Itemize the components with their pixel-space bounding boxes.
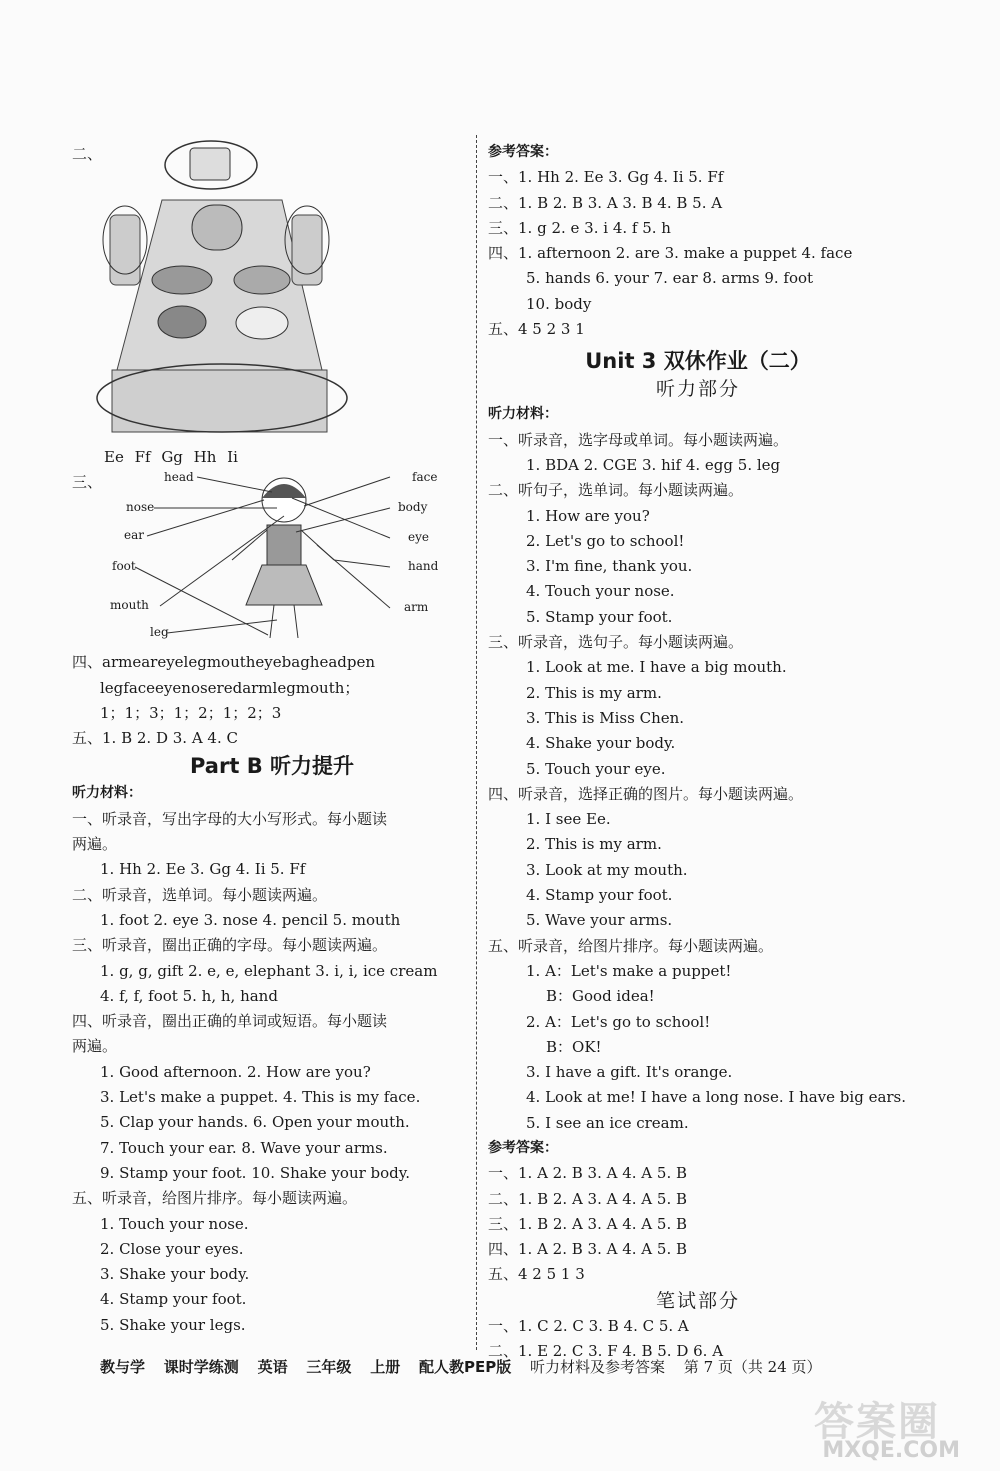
text-line: 5. Stamp your foot. [526, 607, 673, 626]
listen-part-title: 听力部分 [655, 378, 740, 401]
text-line: 两遍。 [72, 1037, 118, 1056]
text-line: 两遍。 [72, 835, 118, 854]
text-line: 3. I'm fine, thank you. [526, 557, 693, 576]
footer-brand: 教与学 [100, 1358, 146, 1376]
answer-line: 三、1. B 2. A 3. A 4. A 5. B [488, 1214, 688, 1233]
page-footer [100, 1356, 920, 1377]
text-line: 五、听录音，给图片排序。每小题读两遍。 [72, 1189, 358, 1208]
answer-line: 一、1. Hh 2. Ee 3. Gg 4. Ii 5. Ff [488, 168, 724, 187]
answer-line: 10. body [526, 294, 592, 313]
section-label: 二、 [72, 145, 103, 163]
answers-top-list [488, 165, 908, 342]
label-mouth: mouth [110, 598, 149, 613]
footer-page: 第 7 页（共 24 页） [683, 1358, 822, 1376]
partb-title: Part B 听力提升 [189, 754, 355, 779]
text-line: 3. I have a gift. It's orange. [526, 1063, 733, 1082]
text-line: 7. Touch your ear. 8. Wave your arms. [100, 1138, 388, 1157]
text-line: B：Good idea! [546, 987, 655, 1006]
text-line: 2. Let's go to school! [526, 531, 685, 550]
answers-label: 参考答案： [488, 144, 558, 160]
answer-line: 四、1. A 2. B 3. A 4. A 5. B [488, 1240, 688, 1259]
text-line: 4. Touch your nose. [526, 582, 675, 601]
label-face: face [412, 470, 438, 485]
text-line: 3. This is Miss Chen. [526, 708, 685, 727]
sec5-answers: 五、1. B 2. D 3. A 4. C [72, 729, 238, 748]
text-line: 4. Look at me! I have a long nose. I have big ears. [526, 1088, 907, 1107]
text-line: 三、听录音，圈出正确的字母。每小题读两遍。 [72, 936, 388, 955]
text-line: 1. Good afternoon. 2. How are you? [100, 1062, 371, 1081]
text-line: 四、听录音，圈出正确的单词或短语。每小题读 [72, 1012, 388, 1031]
letters-row: Ee Ff Gg Hh Ii [104, 448, 238, 466]
answer-line: 一、1. A 2. B 3. A 4. A 5. B [488, 1164, 688, 1183]
right-material-list [488, 428, 908, 1136]
text-line: 五、听录音，给图片排序。每小题读两遍。 [488, 936, 774, 955]
text-line: 一、听录音，写出字母的大小写形式。每小题读 [72, 809, 388, 828]
text-line: 2. This is my arm. [526, 835, 662, 854]
text-line: 2. This is my arm. [526, 683, 662, 702]
label-body: body [398, 500, 428, 515]
text-line: 5. Touch your eye. [526, 759, 666, 778]
unit-title: Unit 3 双休作业（二） [585, 349, 811, 374]
text-line: 4. f, f, foot 5. h, h, hand [100, 986, 278, 1005]
text-line: 5. Clap your hands. 6. Open your mouth. [100, 1113, 410, 1132]
sec4-line2: legfaceеyenoseredarmlegmouth； [100, 678, 360, 697]
answers-label-2: 参考答案： [488, 1139, 558, 1156]
text-line: 1. Touch your nose. [100, 1214, 249, 1233]
text-line: 5. Wave your arms. [526, 911, 673, 930]
column-divider [476, 135, 477, 1350]
watermark-main: 答案圈 [814, 1399, 940, 1445]
label-head: head [164, 470, 194, 485]
text-line: 四、听录音，选择正确的图片。每小题读两遍。 [488, 784, 804, 803]
label-eye: eye [408, 530, 429, 545]
label-arm: arm [404, 600, 429, 615]
text-line: 1. How are you? [526, 506, 650, 525]
footer-desc: 听力材料及参考答案 [530, 1358, 666, 1376]
answer-line: 二、1. B 2. A 3. A 4. A 5. B [488, 1189, 688, 1208]
answers-bottom-list [488, 1161, 908, 1287]
written-part-title: 笔试部分 [655, 1289, 740, 1312]
footer-subject: 英语 [257, 1358, 288, 1376]
sec4-line3: 1；1；3；1；2；1；2；3 [100, 703, 282, 722]
text-line: 1. foot 2. eye 3. nose 4. pencil 5. mouth [100, 910, 401, 929]
table-letters-illustration [72, 140, 472, 445]
text-line: 2. Close your eyes. [100, 1239, 244, 1258]
watermark-url: MXQE.COM [822, 1438, 960, 1463]
material-label: 听力材料： [488, 406, 558, 423]
body-parts-figure [72, 470, 472, 650]
answer-line: 四、1. afternoon 2. are 3. make a puppet 4. face [488, 244, 853, 263]
section-label: 三、 [72, 473, 103, 492]
text-line: 3. Let's make a puppet. 4. This is my face. [100, 1088, 421, 1107]
text-line: 三、听录音，选句子。每小题读两遍。 [488, 633, 744, 652]
text-line: 一、听录音，选字母或单词。每小题读两遍。 [488, 430, 789, 449]
text-line: 5. I see an ice cream. [526, 1113, 689, 1132]
footer-edition: 配人教PEP版 [418, 1358, 512, 1376]
label-nose: nose [126, 500, 155, 515]
left-material-list [72, 807, 472, 1338]
table-figure [72, 140, 472, 445]
answer-line: 5. hands 6. your 7. ear 8. arms 9. foot [526, 269, 814, 288]
answer-line: 三、1. g 2. e 3. i 4. f 5. h [488, 218, 671, 237]
footer-volume: 上册 [370, 1358, 401, 1376]
footer-series: 课时学练测 [163, 1358, 239, 1376]
label-leg: leg [150, 625, 169, 640]
text-line: 3. Look at my mouth. [526, 860, 688, 879]
text-line: 4. Shake your body. [526, 734, 676, 753]
left-column [72, 140, 472, 1338]
footer-grade: 三年级 [306, 1358, 352, 1376]
text-line: 1. I see Ee. [526, 810, 611, 829]
text-line: 1. A：Let's make a puppet! [526, 961, 732, 980]
label-foot: foot [112, 559, 136, 574]
answer-line: 五、4 2 5 1 3 [488, 1265, 585, 1284]
text-line: 4. Stamp your foot. [100, 1290, 247, 1309]
text-line: 3. Shake your body. [100, 1265, 250, 1284]
text-line: 2. A：Let's go to school! [526, 1012, 711, 1031]
text-line: 9. Stamp your foot. 10. Shake your body. [100, 1163, 411, 1182]
text-line: 1. Hh 2. Ee 3. Gg 4. Ii 5. Ff [100, 860, 306, 879]
label-hand: hand [408, 559, 439, 574]
answer-line: 二、1. B 2. B 3. A 3. B 4. B 5. A [488, 193, 723, 212]
text-line: 二、听录音，选单词。每小题读两遍。 [72, 885, 328, 904]
sec4-line1: 四、armearеyelegmouthеyebagheadpen [72, 653, 376, 672]
answer-line: 一、1. C 2. C 3. B 4. C 5. A [488, 1316, 689, 1335]
right-column [488, 140, 908, 1364]
text-line: 1. g, g, gift 2. e, e, elephant 3. i, i, ice cream [100, 961, 438, 980]
material-label: 听力材料： [72, 785, 142, 802]
text-line: 1. Look at me. I have a big mouth. [526, 658, 787, 677]
answer-line: 二、1. E 2. C 3. F 4. B 5. D 6. A [488, 1342, 724, 1361]
text-line: B：OK! [546, 1037, 602, 1056]
label-ear: ear [124, 528, 144, 543]
text-line: 5. Shake your legs. [100, 1315, 246, 1334]
text-line: 1. BDA 2. CGE 3. hif 4. egg 5. leg [526, 455, 781, 474]
text-line: 4. Stamp your foot. [526, 886, 673, 905]
text-line: 二、听句子，选单词。每小题读两遍。 [488, 481, 744, 500]
answer-line: 五、4 5 2 3 1 [488, 320, 585, 339]
